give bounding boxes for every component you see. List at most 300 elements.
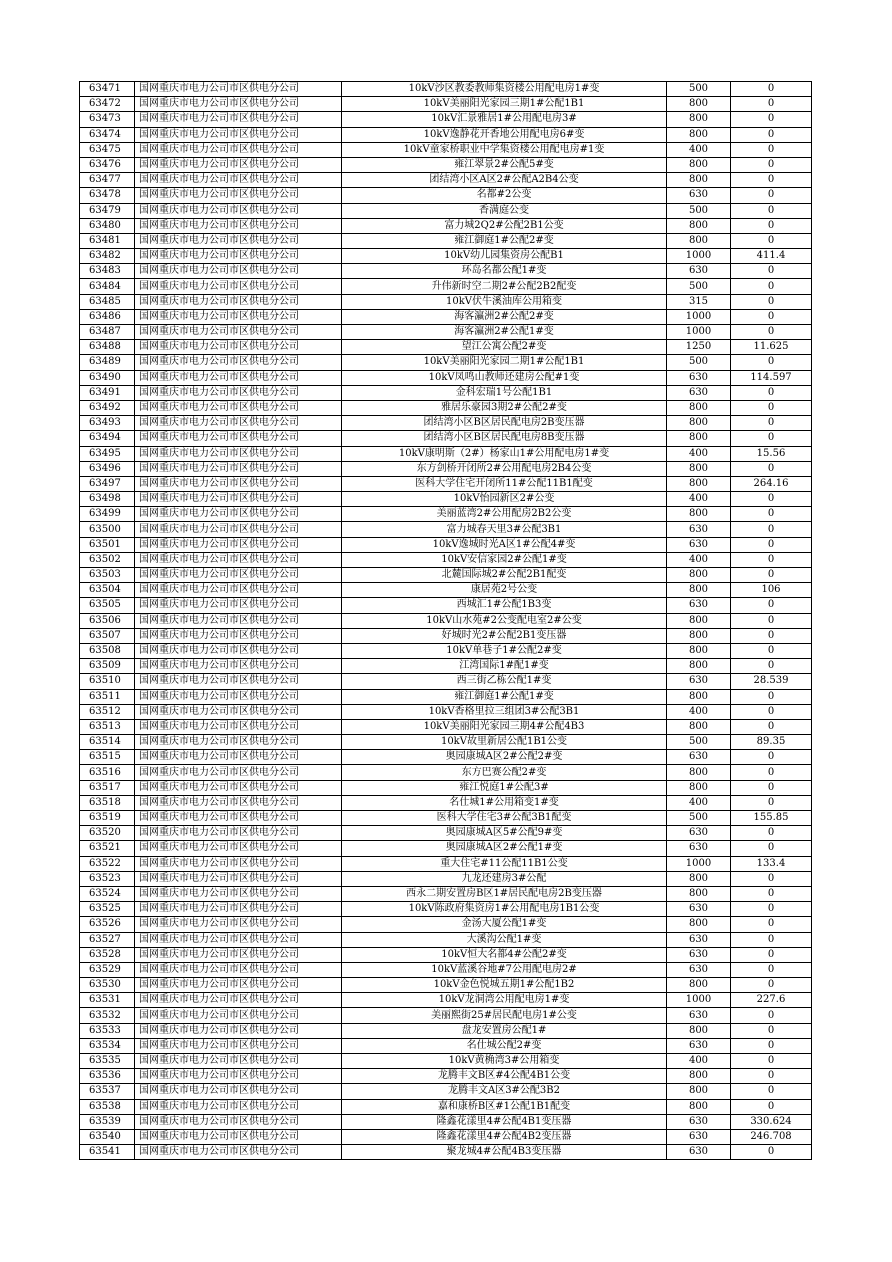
- company-cell: 国网重庆市电力公司市区供电分公司: [135, 735, 342, 750]
- company-cell: 国网重庆市电力公司市区供电分公司: [135, 370, 342, 385]
- capacity-cell: 630: [667, 1038, 731, 1053]
- company-cell: 国网重庆市电力公司市区供电分公司: [135, 841, 342, 856]
- company-cell: 国网重庆市电力公司市区供电分公司: [135, 856, 342, 871]
- company-cell: 国网重庆市电力公司市区供电分公司: [135, 583, 342, 598]
- table-row: [80, 1023, 812, 1038]
- row-id-cell: 63516: [80, 765, 135, 780]
- value-cell: 227.6: [731, 993, 812, 1008]
- capacity-cell: 800: [667, 218, 731, 233]
- company-cell: 国网重庆市电力公司市区供电分公司: [135, 1084, 342, 1099]
- row-id-cell: 63497: [80, 476, 135, 491]
- value-cell: 0: [731, 492, 812, 507]
- capacity-cell: 630: [667, 537, 731, 552]
- table-row: [80, 628, 812, 643]
- value-cell: 264.16: [731, 476, 812, 491]
- row-id-cell: 63480: [80, 218, 135, 233]
- company-cell: 国网重庆市电力公司市区供电分公司: [135, 598, 342, 613]
- table-row: [80, 643, 812, 658]
- capacity-cell: 800: [667, 127, 731, 142]
- table-row: [80, 598, 812, 613]
- capacity-cell: 800: [667, 416, 731, 431]
- company-cell: 国网重庆市电力公司市区供电分公司: [135, 1008, 342, 1023]
- capacity-cell: 400: [667, 704, 731, 719]
- capacity-cell: 800: [667, 400, 731, 415]
- row-id-cell: 63504: [80, 583, 135, 598]
- transformer-name-cell: 金汤大厦公配1#变: [342, 917, 667, 932]
- company-cell: 国网重庆市电力公司市区供电分公司: [135, 264, 342, 279]
- row-id-cell: 63525: [80, 902, 135, 917]
- transformer-name-cell: 雍江御庭1#公配2#变: [342, 233, 667, 248]
- row-id-cell: 63505: [80, 598, 135, 613]
- row-id-cell: 63506: [80, 613, 135, 628]
- row-id-cell: 63536: [80, 1069, 135, 1084]
- company-cell: 国网重庆市电力公司市区供电分公司: [135, 826, 342, 841]
- table-row: [80, 309, 812, 324]
- row-id-cell: 63539: [80, 1114, 135, 1129]
- capacity-cell: 630: [667, 1008, 731, 1023]
- company-cell: 国网重庆市电力公司市区供电分公司: [135, 932, 342, 947]
- row-id-cell: 63498: [80, 492, 135, 507]
- transformer-name-cell: 10kV美丽阳光家园三期1#公配1B1: [342, 97, 667, 112]
- value-cell: 0: [731, 188, 812, 203]
- company-cell: 国网重庆市电力公司市区供电分公司: [135, 325, 342, 340]
- table-row: [80, 431, 812, 446]
- table-row: [80, 1008, 812, 1023]
- row-id-cell: 63515: [80, 750, 135, 765]
- company-cell: 国网重庆市电力公司市区供电分公司: [135, 1023, 342, 1038]
- transformer-name-cell: 10kV安信家园2#公配1#变: [342, 552, 667, 567]
- transformer-name-cell: 雅居乐豪园3期2#公配2#变: [342, 400, 667, 415]
- row-id-cell: 63484: [80, 279, 135, 294]
- table-row: [80, 932, 812, 947]
- table-row: [80, 203, 812, 218]
- company-cell: 国网重庆市电力公司市区供电分公司: [135, 568, 342, 583]
- row-id-cell: 63522: [80, 856, 135, 871]
- table-row: [80, 568, 812, 583]
- value-cell: 0: [731, 689, 812, 704]
- table-row: [80, 325, 812, 340]
- company-cell: 国网重庆市电力公司市区供电分公司: [135, 188, 342, 203]
- company-cell: 国网重庆市电力公司市区供电分公司: [135, 1114, 342, 1129]
- transformer-name-cell: 10kV黄桷湾3#公用箱变: [342, 1054, 667, 1069]
- company-cell: 国网重庆市电力公司市区供电分公司: [135, 1145, 342, 1160]
- company-cell: 国网重庆市电力公司市区供电分公司: [135, 522, 342, 537]
- row-id-cell: 63482: [80, 249, 135, 264]
- table-row: [80, 689, 812, 704]
- capacity-cell: 630: [667, 826, 731, 841]
- value-cell: 11.625: [731, 340, 812, 355]
- row-id-cell: 63531: [80, 993, 135, 1008]
- capacity-cell: 315: [667, 294, 731, 309]
- row-id-cell: 63483: [80, 264, 135, 279]
- value-cell: 0: [731, 628, 812, 643]
- table-row: [80, 978, 812, 993]
- value-cell: 0: [731, 598, 812, 613]
- row-id-cell: 63527: [80, 932, 135, 947]
- transformer-name-cell: 名仕城公配2#变: [342, 1038, 667, 1053]
- table-row: [80, 1038, 812, 1053]
- transformer-name-cell: 10kV龙洞湾公用配电房1#变: [342, 993, 667, 1008]
- company-cell: 国网重庆市电力公司市区供电分公司: [135, 659, 342, 674]
- company-cell: 国网重庆市电力公司市区供电分公司: [135, 750, 342, 765]
- table-row: [80, 1069, 812, 1084]
- transformer-name-cell: 金科宏瑞1号公配1B1: [342, 385, 667, 400]
- company-cell: 国网重庆市电力公司市区供电分公司: [135, 416, 342, 431]
- value-cell: 28.539: [731, 674, 812, 689]
- transformer-name-cell: 名仕城1#公用箱变1#变: [342, 795, 667, 810]
- table-row: [80, 826, 812, 841]
- value-cell: 0: [731, 871, 812, 886]
- capacity-cell: 1000: [667, 856, 731, 871]
- transformer-name-cell: 海客瀛洲2#公配2#变: [342, 309, 667, 324]
- transformer-name-cell: 10kV童家桥职业中学集资楼公用配电房#1变: [342, 142, 667, 157]
- row-id-cell: 63532: [80, 1008, 135, 1023]
- value-cell: 0: [731, 461, 812, 476]
- table-row: [80, 97, 812, 112]
- transformer-name-cell: 香满庭公变: [342, 203, 667, 218]
- capacity-cell: 400: [667, 446, 731, 461]
- row-id-cell: 63520: [80, 826, 135, 841]
- value-cell: 0: [731, 325, 812, 340]
- capacity-cell: 630: [667, 264, 731, 279]
- value-cell: 0: [731, 416, 812, 431]
- capacity-cell: 500: [667, 811, 731, 826]
- row-id-cell: 63538: [80, 1099, 135, 1114]
- value-cell: 0: [731, 294, 812, 309]
- transformer-name-cell: 医科大学住宅3#公配3B1配变: [342, 811, 667, 826]
- company-cell: 国网重庆市电力公司市区供电分公司: [135, 127, 342, 142]
- value-cell: 0: [731, 978, 812, 993]
- capacity-cell: 500: [667, 203, 731, 218]
- transformer-name-cell: 10kV蓝溪谷地#7公用配电房2#: [342, 962, 667, 977]
- table-row: [80, 416, 812, 431]
- row-id-cell: 63518: [80, 795, 135, 810]
- capacity-cell: 400: [667, 1054, 731, 1069]
- table-row: [80, 583, 812, 598]
- transformer-name-cell: 海客瀛洲2#公配1#变: [342, 325, 667, 340]
- row-id-cell: 63489: [80, 355, 135, 370]
- value-cell: 0: [731, 233, 812, 248]
- transformer-name-cell: 奥园康城A区5#公配9#变: [342, 826, 667, 841]
- table-row: [80, 218, 812, 233]
- transformer-name-cell: 10kV怡园新区2#公变: [342, 492, 667, 507]
- table-row: [80, 704, 812, 719]
- value-cell: 15.56: [731, 446, 812, 461]
- table-row: [80, 871, 812, 886]
- row-id-cell: 63524: [80, 886, 135, 901]
- value-cell: 0: [731, 1038, 812, 1053]
- row-id-cell: 63529: [80, 962, 135, 977]
- value-cell: 0: [731, 507, 812, 522]
- row-id-cell: 63492: [80, 400, 135, 415]
- table-row: [80, 249, 812, 264]
- value-cell: 155.85: [731, 811, 812, 826]
- company-cell: 国网重庆市电力公司市区供电分公司: [135, 1038, 342, 1053]
- table-row: [80, 157, 812, 172]
- value-cell: 0: [731, 1008, 812, 1023]
- transformer-name-cell: 10kV凤鸣山教师还建房公配#1变: [342, 370, 667, 385]
- transformer-name-cell: 10kV伏牛溪油库公用箱变: [342, 294, 667, 309]
- row-id-cell: 63490: [80, 370, 135, 385]
- row-id-cell: 63507: [80, 628, 135, 643]
- company-cell: 国网重庆市电力公司市区供电分公司: [135, 431, 342, 446]
- transformer-name-cell: 10kV逸城时光A区1#公配4#变: [342, 537, 667, 552]
- value-cell: 0: [731, 385, 812, 400]
- capacity-cell: 800: [667, 1023, 731, 1038]
- row-id-cell: 63501: [80, 537, 135, 552]
- row-id-cell: 63512: [80, 704, 135, 719]
- capacity-cell: 630: [667, 522, 731, 537]
- row-id-cell: 63475: [80, 142, 135, 157]
- table-row: [80, 856, 812, 871]
- capacity-cell: 500: [667, 279, 731, 294]
- company-cell: 国网重庆市电力公司市区供电分公司: [135, 279, 342, 294]
- capacity-cell: 800: [667, 978, 731, 993]
- value-cell: 0: [731, 932, 812, 947]
- row-id-cell: 63514: [80, 735, 135, 750]
- capacity-cell: 630: [667, 750, 731, 765]
- company-cell: 国网重庆市电力公司市区供电分公司: [135, 446, 342, 461]
- row-id-cell: 63500: [80, 522, 135, 537]
- transformer-name-cell: 雍江翠景2#公配5#变: [342, 157, 667, 172]
- value-cell: 0: [731, 902, 812, 917]
- company-cell: 国网重庆市电力公司市区供电分公司: [135, 461, 342, 476]
- table-row: [80, 446, 812, 461]
- row-id-cell: 63537: [80, 1084, 135, 1099]
- transformer-name-cell: 10kV沙区教委教师集资楼公用配电房1#变: [342, 82, 667, 97]
- capacity-cell: 800: [667, 97, 731, 112]
- row-id-cell: 63510: [80, 674, 135, 689]
- value-cell: 0: [731, 142, 812, 157]
- row-id-cell: 63478: [80, 188, 135, 203]
- company-cell: 国网重庆市电力公司市区供电分公司: [135, 233, 342, 248]
- company-cell: 国网重庆市电力公司市区供电分公司: [135, 674, 342, 689]
- company-cell: 国网重庆市电力公司市区供电分公司: [135, 1054, 342, 1069]
- transformer-name-cell: 嘉和康桥B区#1公配1B1配变: [342, 1099, 667, 1114]
- capacity-cell: 630: [667, 962, 731, 977]
- row-id-cell: 63471: [80, 82, 135, 97]
- capacity-cell: 630: [667, 1129, 731, 1144]
- company-cell: 国网重庆市电力公司市区供电分公司: [135, 157, 342, 172]
- value-cell: 0: [731, 552, 812, 567]
- value-cell: 0: [731, 947, 812, 962]
- value-cell: 246.708: [731, 1129, 812, 1144]
- transformer-name-cell: 团结湾小区B区居民配电房2B变压器: [342, 416, 667, 431]
- company-cell: 国网重庆市电力公司市区供电分公司: [135, 962, 342, 977]
- table-row: [80, 385, 812, 400]
- capacity-cell: 800: [667, 173, 731, 188]
- value-cell: 0: [731, 1099, 812, 1114]
- company-cell: 国网重庆市电力公司市区供电分公司: [135, 112, 342, 127]
- company-cell: 国网重庆市电力公司市区供电分公司: [135, 173, 342, 188]
- value-cell: 0: [731, 279, 812, 294]
- transformer-name-cell: 西永二期安置房B区1#居民配电房2B变压器: [342, 886, 667, 901]
- company-cell: 国网重庆市电力公司市区供电分公司: [135, 628, 342, 643]
- row-id-cell: 63473: [80, 112, 135, 127]
- transformer-table: [79, 81, 812, 1160]
- row-id-cell: 63486: [80, 309, 135, 324]
- row-id-cell: 63479: [80, 203, 135, 218]
- table-row: [80, 233, 812, 248]
- company-cell: 国网重庆市电力公司市区供电分公司: [135, 795, 342, 810]
- company-cell: 国网重庆市电力公司市区供电分公司: [135, 552, 342, 567]
- table-row: [80, 264, 812, 279]
- value-cell: 0: [731, 173, 812, 188]
- row-id-cell: 63508: [80, 643, 135, 658]
- capacity-cell: 800: [667, 507, 731, 522]
- capacity-cell: 630: [667, 841, 731, 856]
- capacity-cell: 800: [667, 568, 731, 583]
- transformer-name-cell: 10kV美丽阳光家园二期1#公配1B1: [342, 355, 667, 370]
- transformer-name-cell: 龙腾丰文B区#4公配4B1公变: [342, 1069, 667, 1084]
- transformer-name-cell: 10kV逸静花开香地公用配电房6#变: [342, 127, 667, 142]
- table-row: [80, 750, 812, 765]
- value-cell: 0: [731, 917, 812, 932]
- row-id-cell: 63494: [80, 431, 135, 446]
- capacity-cell: 630: [667, 598, 731, 613]
- value-cell: 89.35: [731, 735, 812, 750]
- table-row: [80, 400, 812, 415]
- transformer-name-cell: 10kV陈政府集资房1#公用配电房1B1公变: [342, 902, 667, 917]
- table-row: [80, 492, 812, 507]
- value-cell: 0: [731, 795, 812, 810]
- table-row: [80, 735, 812, 750]
- transformer-name-cell: 好城时光2#公配2B1变压器: [342, 628, 667, 643]
- transformer-name-cell: 升伟新时空二期2#公配2B2配变: [342, 279, 667, 294]
- row-id-cell: 63496: [80, 461, 135, 476]
- value-cell: 0: [731, 613, 812, 628]
- transformer-name-cell: 10kV康明斯（2#）杨家山1#公用配电房1#变: [342, 446, 667, 461]
- transformer-name-cell: 10kV金色悦城五期1#公配1B2: [342, 978, 667, 993]
- capacity-cell: 800: [667, 765, 731, 780]
- table-row: [80, 902, 812, 917]
- value-cell: 330.624: [731, 1114, 812, 1129]
- table-row: [80, 1099, 812, 1114]
- company-cell: 国网重庆市电力公司市区供电分公司: [135, 689, 342, 704]
- capacity-cell: 500: [667, 82, 731, 97]
- company-cell: 国网重庆市电力公司市区供电分公司: [135, 780, 342, 795]
- company-cell: 国网重庆市电力公司市区供电分公司: [135, 1129, 342, 1144]
- capacity-cell: 800: [667, 780, 731, 795]
- capacity-cell: 630: [667, 1145, 731, 1160]
- value-cell: 0: [731, 400, 812, 415]
- capacity-cell: 1000: [667, 993, 731, 1008]
- capacity-cell: 800: [667, 689, 731, 704]
- row-id-cell: 63509: [80, 659, 135, 674]
- row-id-cell: 63523: [80, 871, 135, 886]
- capacity-cell: 500: [667, 735, 731, 750]
- company-cell: 国网重庆市电力公司市区供电分公司: [135, 218, 342, 233]
- transformer-name-cell: 雍江悦庭1#公配3#: [342, 780, 667, 795]
- transformer-name-cell: 聚龙城4#公配4B3变压器: [342, 1145, 667, 1160]
- transformer-name-cell: 盘龙安置房公配1#: [342, 1023, 667, 1038]
- company-cell: 国网重庆市电力公司市区供电分公司: [135, 886, 342, 901]
- transformer-name-cell: 名都#2公变: [342, 188, 667, 203]
- company-cell: 国网重庆市电力公司市区供电分公司: [135, 811, 342, 826]
- table-row: [80, 811, 812, 826]
- row-id-cell: 63540: [80, 1129, 135, 1144]
- transformer-name-cell: 10kV香格里拉三组团3#公配3B1: [342, 704, 667, 719]
- row-id-cell: 63521: [80, 841, 135, 856]
- row-id-cell: 63491: [80, 385, 135, 400]
- company-cell: 国网重庆市电力公司市区供电分公司: [135, 871, 342, 886]
- transformer-name-cell: 医科大学住宅开闭所11#公配11B1配变: [342, 476, 667, 491]
- row-id-cell: 63541: [80, 1145, 135, 1160]
- value-cell: 0: [731, 157, 812, 172]
- transformer-name-cell: 北麓国际城2#公配2B1配变: [342, 568, 667, 583]
- company-cell: 国网重庆市电力公司市区供电分公司: [135, 507, 342, 522]
- company-cell: 国网重庆市电力公司市区供电分公司: [135, 142, 342, 157]
- row-id-cell: 63495: [80, 446, 135, 461]
- transformer-name-cell: 10kV故里新居公配1B1公变: [342, 735, 667, 750]
- capacity-cell: 800: [667, 461, 731, 476]
- capacity-cell: 800: [667, 1084, 731, 1099]
- capacity-cell: 800: [667, 871, 731, 886]
- value-cell: 0: [731, 704, 812, 719]
- company-cell: 国网重庆市电力公司市区供电分公司: [135, 1069, 342, 1084]
- transformer-name-cell: 重大住宅#11公配11B1公变: [342, 856, 667, 871]
- capacity-cell: 630: [667, 370, 731, 385]
- value-cell: 0: [731, 97, 812, 112]
- transformer-name-cell: 东方巴赛公配2#变: [342, 765, 667, 780]
- value-cell: 0: [731, 522, 812, 537]
- value-cell: 0: [731, 1145, 812, 1160]
- company-cell: 国网重庆市电力公司市区供电分公司: [135, 492, 342, 507]
- value-cell: 0: [731, 826, 812, 841]
- table-row: [80, 795, 812, 810]
- transformer-name-cell: 10kV恒大名都4#公配2#变: [342, 947, 667, 962]
- value-cell: 0: [731, 431, 812, 446]
- company-cell: 国网重庆市电力公司市区供电分公司: [135, 294, 342, 309]
- table-row: [80, 780, 812, 795]
- table-row: [80, 841, 812, 856]
- table-row: [80, 355, 812, 370]
- row-id-cell: 63481: [80, 233, 135, 248]
- row-id-cell: 63528: [80, 947, 135, 962]
- capacity-cell: 800: [667, 719, 731, 734]
- value-cell: 411.4: [731, 249, 812, 264]
- company-cell: 国网重庆市电力公司市区供电分公司: [135, 917, 342, 932]
- row-id-cell: 63472: [80, 97, 135, 112]
- value-cell: 0: [731, 82, 812, 97]
- capacity-cell: 800: [667, 1069, 731, 1084]
- row-id-cell: 63535: [80, 1054, 135, 1069]
- capacity-cell: 1000: [667, 309, 731, 324]
- table-row: [80, 1145, 812, 1160]
- capacity-cell: 1000: [667, 249, 731, 264]
- data-sheet: [79, 81, 812, 1160]
- company-cell: 国网重庆市电力公司市区供电分公司: [135, 309, 342, 324]
- company-cell: 国网重庆市电力公司市区供电分公司: [135, 537, 342, 552]
- transformer-name-cell: 隆鑫花漾里4#公配4B1变压器: [342, 1114, 667, 1129]
- capacity-cell: 1000: [667, 325, 731, 340]
- capacity-cell: 800: [667, 886, 731, 901]
- table-row: [80, 719, 812, 734]
- transformer-name-cell: 10kV山水苑#2公变配电室2#公变: [342, 613, 667, 628]
- table-row: [80, 962, 812, 977]
- value-cell: 0: [731, 962, 812, 977]
- transformer-name-cell: 10kV幼儿园集资房公配B1: [342, 249, 667, 264]
- transformer-name-cell: 富力城春天里3#公配3B1: [342, 522, 667, 537]
- company-cell: 国网重庆市电力公司市区供电分公司: [135, 203, 342, 218]
- company-cell: 国网重庆市电力公司市区供电分公司: [135, 340, 342, 355]
- transformer-name-cell: 东方剑桥开闭所2#公用配电房2B4公变: [342, 461, 667, 476]
- table-row: [80, 294, 812, 309]
- company-cell: 国网重庆市电力公司市区供电分公司: [135, 993, 342, 1008]
- table-row: [80, 917, 812, 932]
- value-cell: 0: [731, 264, 812, 279]
- row-id-cell: 63485: [80, 294, 135, 309]
